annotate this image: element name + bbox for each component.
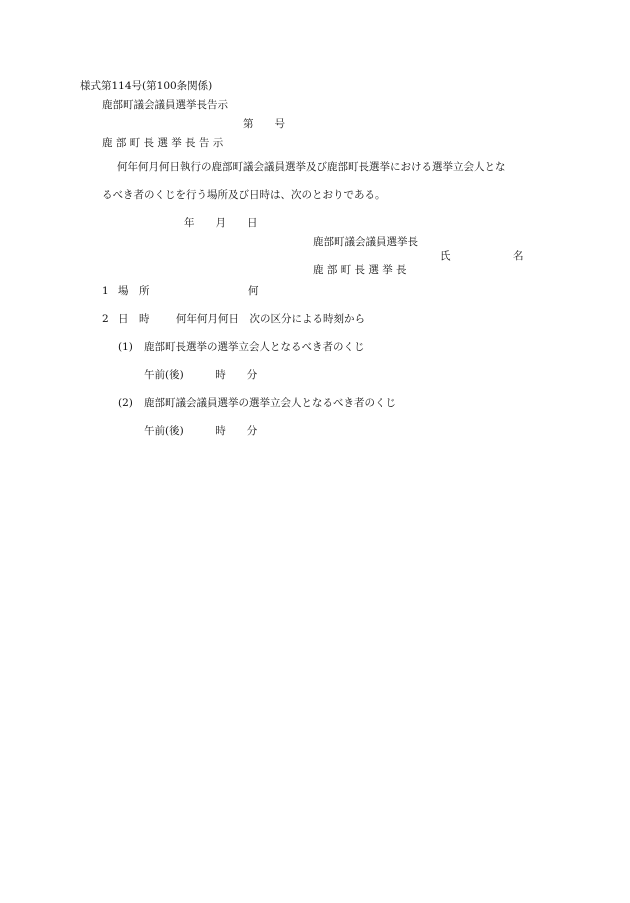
body-line-2: るべき者のくじを行う場所及び日時は、次のとおりである。 (102, 189, 386, 201)
name-label-2: 名 (513, 250, 524, 262)
form-number: 様式第114号(第100条関係) (80, 80, 213, 92)
sub-item-2-text: 鹿部町議会議員選挙の選挙立会人となるべき者のくじ (144, 397, 396, 409)
council-election-officer: 鹿部町議会議員選挙長 (313, 236, 418, 248)
sub-item-1-number: (1) (118, 341, 133, 353)
sub-item-2-time: 午前(後) 時 分 (144, 425, 258, 437)
body-line-1: 何年何月何日執行の鹿部町議会議員選挙及び鹿部町長選挙における選挙立会人とな (117, 161, 506, 173)
council-notice-title: 鹿部町議会議員選挙長告示 (102, 99, 228, 111)
sub-item-1-text: 鹿部町長選挙の選挙立会人となるべき者のくじ (144, 341, 365, 353)
item-1-number: 1 (102, 285, 109, 297)
mayor-election-officer: 鹿 部 町 長 選 挙 長 (313, 264, 407, 276)
item-1-value: 何 (248, 285, 259, 297)
date-line: 年 月 日 (184, 217, 258, 229)
item-2-label: 日 時 (118, 313, 150, 325)
name-label-1: 氏 (440, 250, 451, 262)
sub-item-1-time: 午前(後) 時 分 (144, 369, 258, 381)
sub-item-2-number: (2) (118, 397, 133, 409)
item-2-value: 何年何月何日 次の区分による時刻から (176, 313, 365, 325)
notice-number: 第 号 (243, 118, 285, 130)
item-1-label: 場 所 (118, 285, 150, 297)
mayor-notice-title: 鹿 部 町 長 選 挙 長 告 示 (102, 137, 224, 149)
item-2-number: 2 (102, 313, 109, 325)
